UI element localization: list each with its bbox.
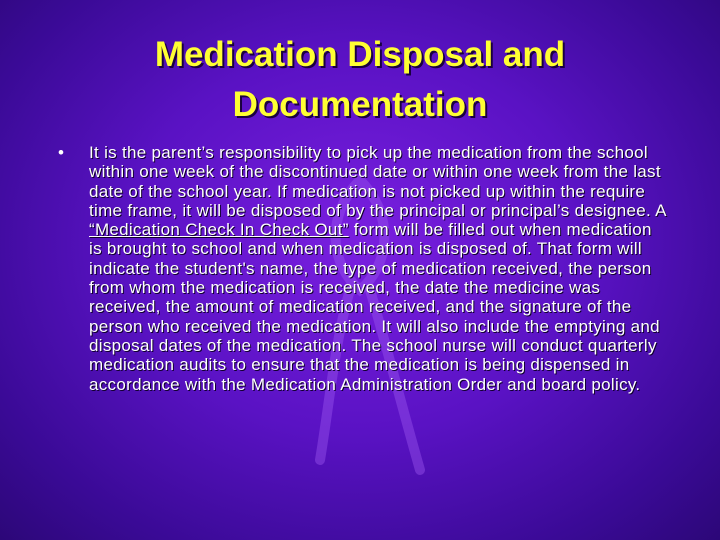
slide-title — [0, 30, 720, 130]
title-line-1: Medication Disposal and — [154, 35, 566, 74]
bullet-list — [58, 143, 668, 394]
body-text-part-2: form will be filled out when medication is brought to school and when medication is disposed of. That form will indicate the student's name, the type of medication received, the person from whom the medication is received, the date the medicine was received, the amount of medication received, and the signature of the person who received the medication. It will also include the emptying and disposal dates of the medication. The school nurse will conduct quarterly medication audits to ensure that the medication is being dispensed in accordance with the Medication Administration Order and board policy. — [89, 220, 660, 394]
body-text-part-1: It is the parent’s responsibility to pick up the medication from the school within one week of the discontinued date or within one week from the last date of the school year. If medication is not picked up within the require time frame, it will be disposed of by the principal or principal’s designee. A — [89, 143, 666, 220]
medication-check-in-out-link[interactable]: “Medication Check In Check Out” — [89, 220, 349, 240]
title-line-2: Documentation — [232, 85, 488, 124]
bullet-dot: • — [58, 143, 64, 162]
bullet-paragraph — [89, 143, 668, 394]
